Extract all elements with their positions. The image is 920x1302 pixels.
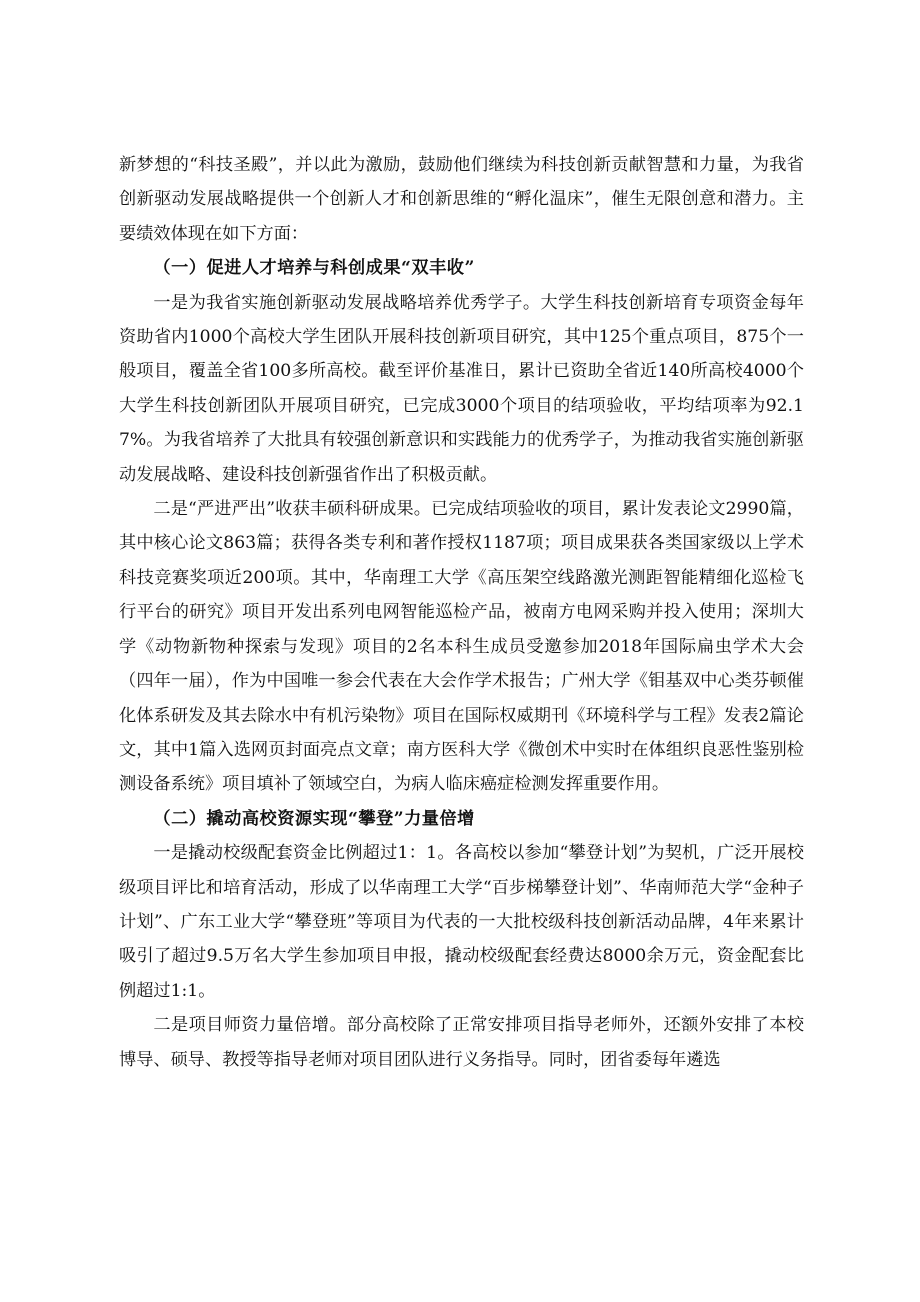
- paragraph-talent-cultivation: 一是为我省实施创新驱动发展战略培养优秀学子。大学生科技创新培育专项资金每年资助省内1000个高校大学生团队开展科技创新项目研究，其中125个重点项目，875个一般项目，覆盖全省100多所高校。截至评价基准日，累计已资助全省近140所高校4000个大学生科技创新团队开展项目研究，已完成3000个项目的结项验收，平均结项率为92.17%。为我省培养了大批具有较强创新意识和实践能力的优秀学子，为推动我省实施创新驱动发展战略、建设科技创新强省作出了积极贡献。: [119, 292, 804, 485]
- paragraph-intro-continuation: 新梦想的“科技圣殿”，并以此为激励，鼓励他们继续为科技创新贡献智慧和力量，为我省创新驱动发展战略提供一个创新人才和创新思维的“孵化温床”，催生无限创意和潜力。主要绩效体现在如下方面：: [119, 155, 804, 244]
- document-body: [119, 148, 804, 1077]
- section-heading-2: （二）撬动高校资源实现“攀登”力量倍增: [153, 808, 475, 829]
- paragraph-matching-funds: 一是撬动校级配套资金比例超过1：1。各高校以参加“攀登计划”为契机，广泛开展校级项目评比和培育活动，形成了以华南理工大学“百步梯攀登计划”、华南师范大学“金种子计划”、广东工业大学“攀登班”等项目为代表的一大批校级科技创新活动品牌，4年来累计吸引了超过9.5万名大学生参加项目申报，撬动校级配套经费达8000余万元，资金配套比例超过1:1。: [119, 843, 804, 1001]
- section-heading-1: （一）促进人才培养与科创成果“双丰收”: [153, 258, 475, 279]
- paragraph-research-results: 二是“严进严出”收获丰硕科研成果。已完成结项验收的项目，累计发表论文2990篇，其中核心论文863篇；获得各类专利和著作授权1187项；项目成果获各类国家级以上学术科技竞赛奖项近200项。其中，华南理工大学《高压架空线路激光测距智能精细化巡检飞行平台的研究》项目开发出系列电网智能巡检产品，被南方电网采购并投入使用；深圳大学《动物新物种探索与发现》项目的2名本科生成员受邀参加2018年国际扁虫学术大会（四年一届），作为中国唯一参会代表在大会作学术报告；广州大学《钼基双中心类芬顿催化体系研发及其去除水中有机污染物》项目在国际权威期刊《环境科学与工程》发表2篇论文，其中1篇入选网页封面亮点文章；南方医科大学《微创术中实时在体组织良恶性鉴别检测设备系统》项目填补了领域空白，为病人临床癌症检测发挥重要作用。: [119, 499, 804, 795]
- paragraph-faculty-strength: 二是项目师资力量倍增。部分高校除了正常安排项目指导老师外，还额外安排了本校博导、硕导、教授等指导老师对项目团队进行义务指导。同时，团省委每年遴选: [119, 1015, 804, 1070]
